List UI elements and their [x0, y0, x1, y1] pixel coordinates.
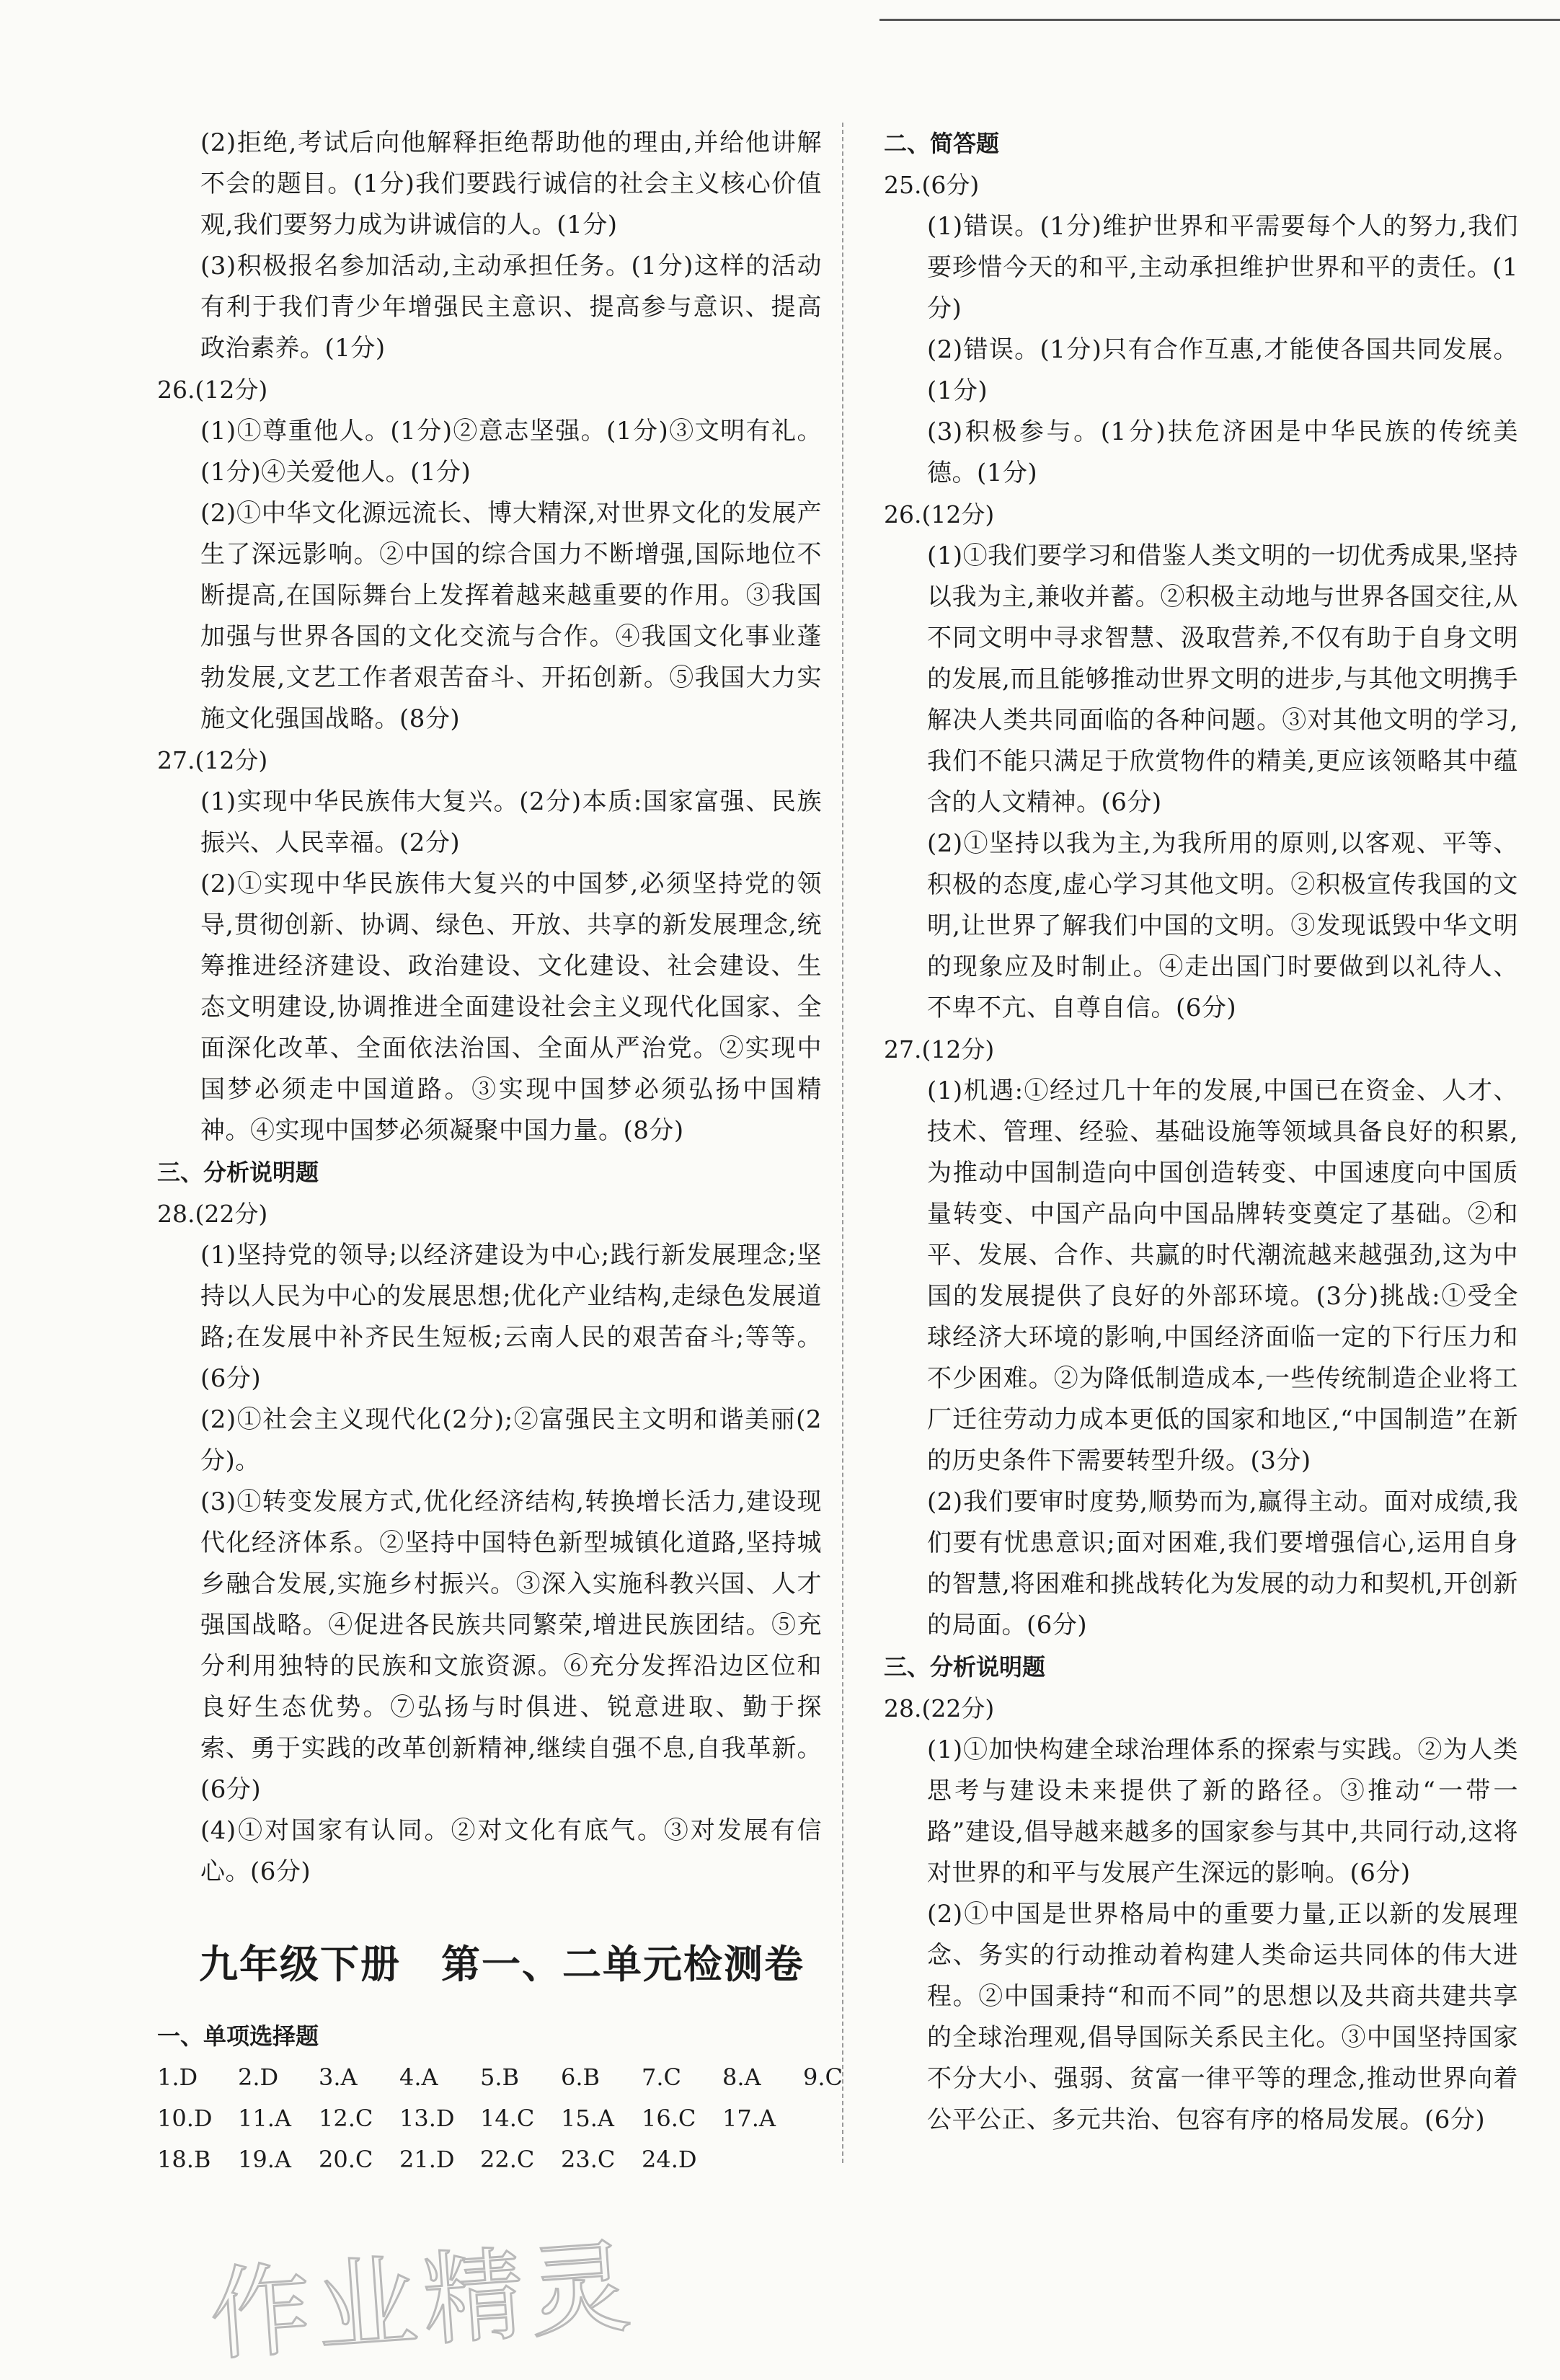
- answer-paragraph: (1)错误。(1分)维护世界和平需要每个人的努力,我们要珍惜今天的和平,主动承担维护世界和平的责任。(1分): [927, 212, 1518, 323]
- answer-paragraph: (1)机遇:①经过几十年的发展,中国已在资金、人才、技术、管理、经验、基础设施等领域具备良好的积累,为推动中国制造向中国创造转变、中国速度向中国质量转变、中国产品向中国品牌转变奠定了基础。②和平、发展、合作、共赢的时代潮流越来越强劲,这为中国的发展提供了良好的外部环境。(3分)挑战:①受全球经济大环境的影响,中国经济面临一定的下行压力和不少困难。②为降低制造成本,一些传统制造企业将工厂迁往劳动力成本更低的国家和地区,“中国制造”在新的历史条件下需要转型升级。(3分): [927, 1076, 1518, 1475]
- answer-paragraph: (2)我们要审时度势,顺势而为,赢得主动。面对成绩,我们要有忧患意识;面对困难,我们要增强信心,运用自身的智慧,将困难和挑战转化为发展的动力和契机,开创新的局面。(6分): [927, 1487, 1518, 1640]
- right-column: [884, 123, 1518, 2141]
- question-number: 28.(22分): [157, 1200, 268, 1228]
- answer-paragraph: (1)①我们要学习和借鉴人类文明的一切优秀成果,坚持以我为主,兼收并蓄。②积极主动地与世界各国交往,从不同文明中寻求智慧、汲取营养,不仅有助于自身文明的发展,而且能够推动世界文明的进步,与其他文明携手解决人类共同面临的各种问题。③对其他文明的学习,我们不能只满足于欣赏物件的精美,更应该领略其中蕴含的人文精神。(6分): [927, 541, 1518, 817]
- choice-answer: 16.C: [642, 2105, 696, 2132]
- choice-answer: 20.C: [319, 2146, 373, 2173]
- section-heading: 二、简答题: [884, 130, 1000, 157]
- watermark: 作业精灵: [205, 2228, 640, 2376]
- question-number: 27.(12分): [157, 746, 268, 774]
- answer-row: [157, 2139, 822, 2180]
- column-divider: [842, 123, 843, 2163]
- answer-paragraph: (2)①坚持以我为主,为我所用的原则,以客观、平等、积极的态度,虚心学习其他文明。②积极宣传我国的文明,让世界了解我们中国的文明。③发现诋毁中华文明的现象应及时制止。④走出国门时要做到以礼待人、不卑不亢、自尊自信。(6分): [927, 829, 1518, 1022]
- choice-answer: 23.C: [561, 2146, 616, 2173]
- choice-answer: 11.A: [238, 2105, 291, 2132]
- choice-answer: 3.A: [319, 2063, 358, 2091]
- choice-answer: 18.B: [157, 2146, 211, 2173]
- choice-answer: 15.A: [561, 2105, 614, 2132]
- left-column: [157, 123, 843, 2180]
- choice-answer: 14.C: [480, 2105, 535, 2132]
- answer-paragraph: (2)错误。(1分)只有合作互惠,才能使各国共同发展。(1分): [927, 335, 1518, 405]
- choice-answer: 1.D: [157, 2063, 198, 2091]
- answer-paragraph: (3)①转变发展方式,优化经济结构,转换增长活力,建设现代化经济体系。②坚持中国特色新型城镇化道路,坚持城乡融合发展,实施乡村振兴。③深入实施科教兴国、人才强国战略。④促进各民族共同繁荣,增进民族团结。⑤充分利用独特的民族和文旅资源。⑥充分发挥沿边区位和良好生态优势。⑦弘扬与时俱进、锐意进取、勤于探索、勇于实践的改革创新精神,继续自强不息,自我革新。(6分): [200, 1487, 822, 1804]
- top-rule: [879, 19, 1560, 21]
- choice-answer: 12.C: [319, 2105, 373, 2132]
- answer-paragraph: (1)实现中华民族伟大复兴。(2分)本质:国家富强、民族振兴、人民幸福。(2分): [200, 787, 822, 857]
- choice-answer: 13.D: [399, 2105, 455, 2132]
- choice-answer: 19.A: [238, 2146, 291, 2173]
- answer-row: [157, 2057, 843, 2098]
- question-number: 25.(6分): [884, 171, 980, 199]
- answer-paragraph: (3)积极参与。(1分)扶危济困是中华民族的传统美德。(1分): [927, 417, 1518, 487]
- choice-answer: 22.C: [480, 2146, 535, 2173]
- choice-answer: 7.C: [642, 2063, 682, 2091]
- choice-answer: 6.B: [561, 2063, 600, 2091]
- answer-paragraph: (2)拒绝,考试后向他解释拒绝帮助他的理由,并给他讲解不会的题目。(1分)我们要践行诚信的社会主义核心价值观,我们要努力成为讲诚信的人。(1分): [200, 128, 822, 239]
- answer-paragraph: (4)①对国家有认同。②对文化有底气。③对发展有信心。(6分): [200, 1816, 822, 1886]
- choice-answer: 21.D: [399, 2146, 455, 2173]
- answer-paragraph: (2)①实现中华民族伟大复兴的中国梦,必须坚持党的领导,贯彻创新、协调、绿色、开放、共享的新发展理念,统筹推进经济建设、政治建设、文化建设、社会建设、生态文明建设,协调推进全面建设社会主义现代化国家、全面深化改革、全面依法治国、全面从严治党。②实现中国梦必须走中国道路。③实现中国梦必须弘扬中国精神。④实现中国梦必须凝聚中国力量。(8分): [200, 870, 822, 1145]
- choice-answer: 8.A: [722, 2063, 761, 2091]
- question-number: 26.(12分): [157, 376, 268, 404]
- choice-answer: 9.C: [803, 2063, 843, 2091]
- question-number: 28.(22分): [884, 1694, 995, 1722]
- choice-answer: 4.A: [399, 2063, 438, 2091]
- answer-paragraph: (1)坚持党的领导;以经济建设为中心;践行新发展理念;坚持以人民为中心的发展思想;优化产业结构,走绿色发展道路;在发展中补齐民生短板;云南人民的艰苦奋斗;等等。(6分): [200, 1241, 822, 1393]
- section-heading: 三、分析说明题: [157, 1159, 319, 1186]
- question-number: 27.(12分): [884, 1035, 995, 1063]
- choice-answer: 24.D: [642, 2146, 697, 2173]
- choice-answer: 10.D: [157, 2105, 213, 2132]
- section-heading: 一、单项选择题: [157, 2022, 319, 2050]
- choice-answer: 2.D: [238, 2063, 279, 2091]
- choice-answer: 17.A: [722, 2105, 776, 2132]
- unit-title: 九年级下册 第一、二单元检测卷: [199, 1942, 805, 1987]
- answer-paragraph: (3)积极报名参加活动,主动承担任务。(1分)这样的活动有利于我们青少年增强民主意识、提高参与意识、提高政治素养。(1分): [200, 252, 822, 363]
- answer-paragraph: (1)①尊重他人。(1分)②意志坚强。(1分)③文明有礼。(1分)④关爱他人。(1分): [200, 417, 822, 487]
- answer-paragraph: (2)①中国是世界格局中的重要力量,正以新的发展理念、务实的行动推动着构建人类命运共同体的伟大进程。②中国秉持“和而不同”的思想以及共商共建共享的全球治理观,倡导国际关系民主化。③中国坚持国家不分大小、强弱、贫富一律平等的理念,推动世界向着公平公正、多元共治、包容有序的格局发展。(6分): [927, 1900, 1518, 2134]
- section-heading: 三、分析说明题: [884, 1653, 1046, 1681]
- question-number: 26.(12分): [884, 500, 995, 528]
- choice-answer: 5.B: [480, 2063, 520, 2091]
- answer-row: [157, 2098, 822, 2139]
- answer-paragraph: (2)①中华文化源远流长、博大精深,对世界文化的发展产生了深远影响。②中国的综合国力不断增强,国际地位不断提高,在国际舞台上发挥着越来越重要的作用。③我国加强与世界各国的文化交流与合作。④我国文化事业蓬勃发展,文艺工作者艰苦奋斗、开拓创新。⑤我国大力实施文化强国战略。(8分): [200, 499, 822, 733]
- answer-paragraph: (2)①社会主义现代化(2分);②富强民主文明和谐美丽(2分)。: [200, 1405, 822, 1475]
- answer-paragraph: (1)①加快构建全球治理体系的探索与实践。②为人类思考与建设未来提供了新的路径。③推动“一带一路”建设,倡导越来越多的国家参与其中,共同行动,这将对世界的和平与发展产生深远的影响。(6分): [927, 1735, 1518, 1888]
